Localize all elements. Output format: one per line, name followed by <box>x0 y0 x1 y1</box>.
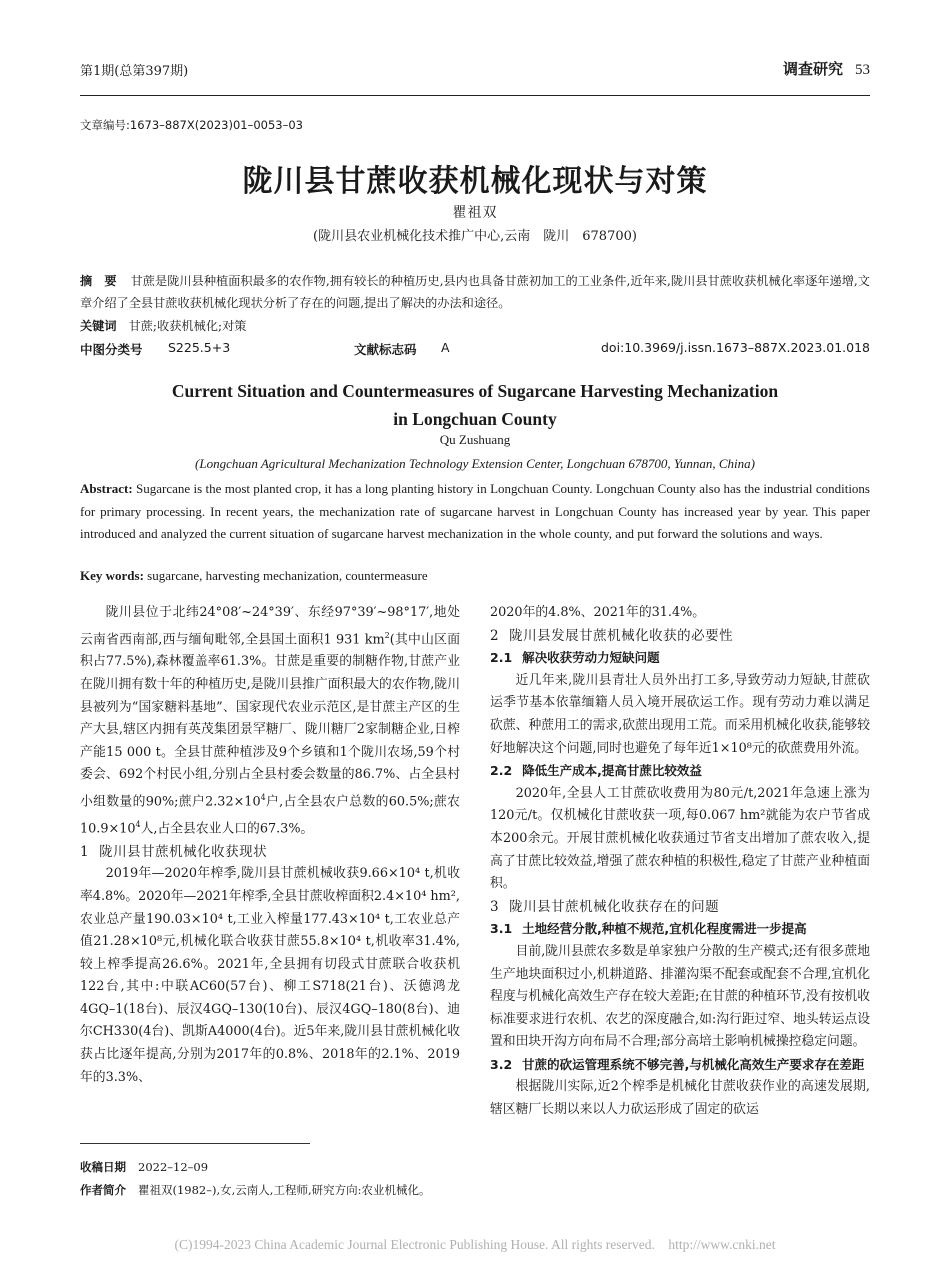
received-date: 收稿日期 2022–12–09 <box>80 1160 209 1174</box>
section-2-2-paragraph: 2020年,全县人工甘蔗砍收费用为80元/t,2021年急速上涨为120元/t。仅机械化甘蔗收获一项,每0.067 hm²就能为农户节省成本200余元。开展甘蔗机械化收获通过节省支出增加了蔗农收入,提高了甘蔗比较效益,增强了蔗农种植的积极性,稳定了甘蔗产业种植面积。 <box>490 785 870 892</box>
clc-label: 中图分类号 <box>80 342 143 357</box>
abstract-chinese <box>80 270 870 314</box>
author-chinese: 瞿祖双 <box>452 205 498 221</box>
title-english <box>0 377 950 433</box>
article-number: 文章编号:1673–887X(2023)01–0053–03 <box>80 118 303 132</box>
affiliation-english: (Longchuan Agricultural Mechanization Technology Extension Center, Longchuan 678700, Yunnan, China) <box>195 456 755 471</box>
abstract-text: 甘蔗是陇川县种植面积最多的农作物,拥有较长的种植历史,县内也具备甘蔗初加工的工业条件,近年来,陇川县甘蔗收获机械化率逐年递增,文章介绍了全县甘蔗收获机械化现状分析了存在的问题,提出了解决的办法和途径。 <box>80 274 870 310</box>
section-1-paragraph: 2019年—2020年榨季,陇川县甘蔗机械收获9.66×10⁴ t,机收率4.8%。2020年—2021年榨季,全县甘蔗收榨面积2.4×10⁴ hm²,农业总产量190.03×10⁴ t,工业入榨量177.43×10⁴ t,工农业总产值21.28×10⁸元,机械化联合收获甘蔗55.8×10⁴ t,机收率31.4%,较上榨季提高26.6%。2021年,全县拥有切段式甘蔗联合收获机122台,其中:中联AC60(57台)、柳工S718(21台)、沃德鸿龙4GQ–1(18台)、辰汉4GQ–130(10台)、辰汉4GQ–180(8台)、迪尔CH330(4台)、凯斯A4000(4台)。近5年来,陇川县甘蔗机械化收获占比逐年提高,分别为2017年的0.8%、2018年的2.1%、2019年的3.3%、 <box>80 866 460 1085</box>
section-3-1-paragraph: 目前,陇川县蔗农多数是单家独户分散的生产模式;还有很多蔗地生产地块面积过小,机耕道路、排灌沟渠不配套或配套不合理,宜机化程度与机械化高效生产存在较大差距;在甘蔗的种植环节,没有按机收标准要求进行农机、农艺的深度融合,如:沟行距过窄、地头转运点设置和田块开沟方向布局不合理;部分高培土影响机械操控稳定问题。 <box>490 943 870 1050</box>
copyright-watermark: (C)1994-2023 China Academic Journal Electronic Publishing House. All rights reserved. http://www.cnki.net <box>174 1237 776 1252</box>
keywords-en-label: Key words: <box>80 568 144 583</box>
header-rule <box>80 95 870 96</box>
body-left-column <box>80 602 460 1089</box>
section-name: 调查研究 <box>782 60 843 78</box>
title-english-line1: Current Situation and Countermeasures of Sugarcane Harvesting Mechanization <box>171 381 779 401</box>
section-2-heading: 2 陇川县发展甘蔗机械化收获的必要性 <box>490 627 734 644</box>
abstract-en-label: Abstract: <box>80 481 133 496</box>
author-bio: 作者简介 瞿祖双(1982–),女,云南人,工程师,研究方向:农业机械化。 <box>80 1183 431 1197</box>
section-3-2-paragraph: 根据陇川实际,近2个榨季是机械化甘蔗收获作业的高速发展期,辖区糖厂长期以来以人力砍运形成了固定的砍运 <box>490 1079 870 1118</box>
title-chinese: 陇川县甘蔗收获机械化现状与对策 <box>242 164 708 199</box>
footnote-rule <box>80 1143 310 1144</box>
clc-value: S225.5+3 <box>168 340 231 355</box>
doi: doi:10.3969/j.issn.1673–887X.2023.01.018 <box>601 340 870 355</box>
abstract-en-text: Sugarcane is the most planted crop, it has a long planting history in Longchuan County. Longchuan County also has the industrial conditions for primary processing. In recent years, the mechanization rate of sugarcane harvest in Longchuan County has increased year by year. This paper introduced and analyzed the current situation of sugarcane harvest mechanization in the whole county, and put forward the solutions and ways. <box>80 481 870 541</box>
section-1-paragraph-cont: 2020年的4.8%、2021年的31.4%。 <box>490 605 706 620</box>
keywords-english <box>80 568 870 584</box>
page-number: 53 <box>855 62 870 78</box>
section-2-2-heading: 2.2 降低生产成本,提高甘蔗比较效益 <box>490 763 702 779</box>
keywords-en-text: sugarcane, harvesting mechanization, countermeasure <box>147 568 428 583</box>
keywords-text: 甘蔗;收获机械化;对策 <box>128 319 247 333</box>
affiliation-chinese: (陇川县农业机械化技术推广中心,云南 陇川 678700) <box>313 229 637 244</box>
section-header <box>783 58 870 79</box>
author-english: Qu Zushuang <box>439 432 511 447</box>
section-2-1-paragraph: 近几年来,陇川县青壮人员外出打工多,导致劳动力短缺,甘蔗砍运季节基本依靠缅籍人员入境开展砍运工作。现有劳动力难以满足砍蔗、种蔗用工的需求,砍蔗出现用工荒。而采用机械化收获,能够较好地解决这个问题,同时也避免了每年近1×10⁸元的砍蔗费用外流。 <box>490 672 870 756</box>
section-3-2-heading: 3.2 甘蔗的砍运管理系统不够完善,与机械化高效生产要求存在差距 <box>490 1056 865 1072</box>
journal-issue: 第1期(总第397期) <box>80 64 189 79</box>
abstract-english <box>80 478 870 546</box>
doc-code-value: A <box>441 340 450 355</box>
section-2-1-heading: 2.1 解决收获劳动力短缺问题 <box>490 650 660 666</box>
title-english-line2: in Longchuan County <box>393 409 557 429</box>
section-3-1-heading: 3.1 土地经营分散,种植不规范,宜机化程度需进一步提高 <box>490 921 807 937</box>
body-right-column <box>490 602 870 1122</box>
abstract-label: 摘 要 <box>80 274 117 288</box>
keywords-label: 关键词 <box>80 319 117 333</box>
intro-paragraph: 陇川县位于北纬24°08′~24°39′、东经97°39′~98°17′,地处云南省西南部,西与缅甸毗邻,全县国土面积1 931 $km^2$(其中山区面积占77.5%),森林覆盖率61.3%。甘蔗是重要的制糖作物,甘蔗产业在陇川拥有数十年的种植历史,是陇川县推广面积最大的农作物,陇川县被列为“国家糖料基地”、国家现代农业示范区,是甘蔗主产区的生产大县,辖区内拥有英茂集团景罕糖厂、陇川糖厂2家制糖企业,日榨产能15 000 t。全县甘蔗种植涉及9个乡镇和1个陇川农场,59个村委会、692个村民小组,分别占全县村委会数量的86.7%、占全县村小组数量的90%;蔗户$2.32\times 10^4$户,占全县农户总数的60.5%;蔗农$10.9\times 10^4$人,占全县农业人口的67.3%。 <box>80 605 460 837</box>
section-3-heading: 3 陇川县甘蔗机械化收获存在的问题 <box>490 898 720 915</box>
section-1-heading: 1 陇川县甘蔗机械化收获现状 <box>80 843 268 860</box>
doc-code-label: 文献标志码 <box>354 342 417 357</box>
keywords-chinese <box>80 317 870 334</box>
